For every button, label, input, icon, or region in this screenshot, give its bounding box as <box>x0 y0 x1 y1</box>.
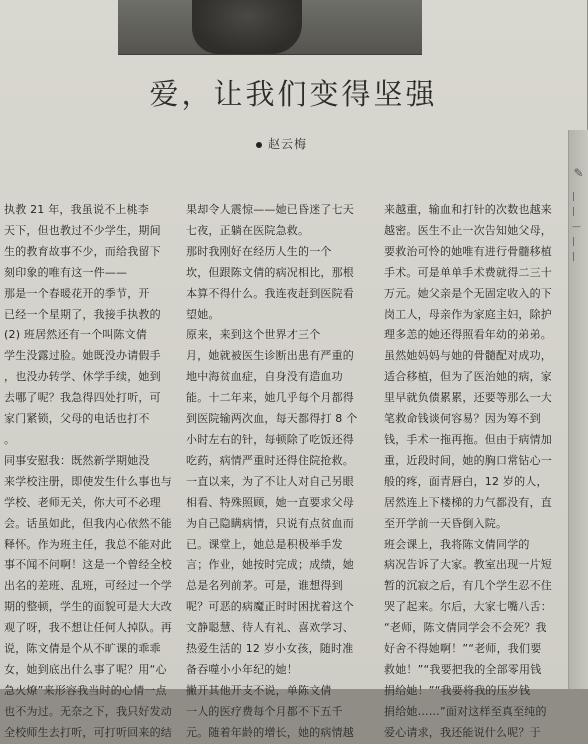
text-column-2 <box>186 200 372 744</box>
text-line: 月，她就被医生诊断出患有严重的 <box>186 349 354 363</box>
text-line: 天下，但也教过不少学生，期间 <box>4 223 161 237</box>
text-line: 原来，来到这个世界才三个 <box>186 328 321 342</box>
rock-image <box>192 0 302 54</box>
text-line: 说，陈文倩是个从不旷课的乖乖 <box>4 642 161 656</box>
text-line: 总是名列前茅。可是，谁想得到 <box>186 579 343 593</box>
text-line: 执教 21 年，我虽说不上桃李 <box>4 203 149 216</box>
article-title: 爱，让我们变得坚强 <box>149 77 438 111</box>
text-line: 文静聪慧、待人有礼、喜欢学习、 <box>186 621 354 635</box>
next-page-edge <box>568 130 588 689</box>
text-line: 能。十二年来，她几乎每个月都得 <box>186 391 354 405</box>
bullet-icon <box>256 142 262 148</box>
text-line: 笔救命钱谈何容易？因为筹不到 <box>384 412 541 426</box>
text-line: 全校师生去打听，可打听回来的结 <box>4 725 172 739</box>
text-line: 学校、老师无关，你大可不必理 <box>4 495 161 509</box>
text-line: 坎，但跟陈文倩的病况相比，那根 <box>186 265 354 279</box>
author-byline <box>256 135 307 152</box>
text-line: 女，她到底出什么事了呢？用“心 <box>4 662 167 676</box>
text-line: 捐给她！”“我要将我的压岁钱 <box>384 683 531 697</box>
text-line: 来越重，输血和打针的次数也越来 <box>384 203 552 216</box>
text-line: 家门紧锁，父母的电话也打不 <box>4 412 150 426</box>
text-line: 里早就负债累累，还要等那么一大 <box>384 391 552 405</box>
header-photo <box>118 0 422 55</box>
author-name: 赵云梅 <box>268 137 308 151</box>
text-line: 七夜，正躺在医院急救。 <box>186 223 310 237</box>
text-line: 般的疼，面青唇白，12 岁的人， <box>384 474 548 488</box>
text-line: 岗工人，母亲作为家庭主妇，除护 <box>384 307 552 321</box>
text-line: 好舍不得她啊！”“老师，我们要 <box>384 642 542 656</box>
text-line: 言；作业，她按时完成；成绩，她 <box>186 558 354 572</box>
text-line: 观了呀，我不想让任何人掉队。再 <box>4 621 172 635</box>
text-line: 会。话虽如此，但我内心依然不能 <box>4 516 172 530</box>
text-line: 元。随着年龄的增长，她的病情越 <box>186 725 354 739</box>
text-line: 。 <box>4 432 16 446</box>
text-line: 居然连上下楼梯的力气都没有，直 <box>384 495 552 509</box>
text-line: 万元。她父亲是个无固定收入的下 <box>384 286 552 300</box>
edge-marks: | | — | | <box>572 192 581 262</box>
text-line: 来学校注册，即使发生什么事也与 <box>4 474 172 488</box>
text-line: 刻印象的唯有这一件—— <box>4 265 128 279</box>
text-line: 热爱生活的 12 岁小女孩，随时准 <box>186 642 354 656</box>
text-line: 本算不得什么。我连夜赶到医院看 <box>186 286 354 300</box>
text-line: “老师，陈文倩同学会不会死？我 <box>384 621 547 635</box>
text-line: 重，近段时间，她的胸口常钻心一 <box>384 453 552 467</box>
text-column-3 <box>384 200 564 744</box>
text-line: 那是一个春暖花开的季节，开 <box>4 286 150 300</box>
text-line: 为自己隐瞒病情，只说有点贫血而 <box>186 516 354 530</box>
text-line: 一人的医疗费每个月都不下五千 <box>186 704 343 718</box>
text-line: 望她。 <box>186 307 220 321</box>
text-line: 至开学前一天昏倒入院。 <box>384 516 508 530</box>
text-line: 病况告诉了大家。教室出现一片短 <box>384 558 552 572</box>
text-line: ，也没办转学、休学手续，她到 <box>4 370 161 384</box>
text-line: 手术。可是单单手术费就得二三十 <box>384 265 552 279</box>
text-line: 已。课堂上，她总是积极举手发 <box>186 537 343 551</box>
text-line: 越密。医生不止一次告知她父母， <box>384 223 552 237</box>
text-line: 同事安慰我：既然新学期她没 <box>4 453 150 467</box>
text-line: (2) 班居然还有一个叫陈文倩 <box>4 328 148 342</box>
lightbulb-icon: ✎ <box>573 166 584 180</box>
text-line: 一直以来，为了不让人对自己另眼 <box>186 474 354 488</box>
text-line: 去哪了呢？我急得四处打听，可 <box>4 391 161 405</box>
text-line: 那时我刚好在经历人生的一个 <box>186 244 332 258</box>
text-line: 备吞噬小小年纪的她！ <box>186 662 298 676</box>
text-column-1 <box>4 200 174 744</box>
text-line: 哭了起来。尔后，大家七嘴八舌： <box>384 600 552 614</box>
text-line: 班会课上，我将陈文倩同学的 <box>384 537 530 551</box>
text-line: 释怀。作为班主任，我总不能对此 <box>4 537 172 551</box>
text-line: 暂的沉寂之后，有几个学生忍不住 <box>384 579 552 593</box>
text-line: 生的教育故事不少，而给我留下 <box>4 244 161 258</box>
text-line: 急火燎”来形容我当时的心情一点 <box>4 683 167 697</box>
text-line: 期的整顿，学生的面貌可是大大改 <box>4 600 172 614</box>
text-line: 到医院输两次血，每天都得打 8 个 <box>186 412 358 426</box>
text-line: 理多恙的她还得照看年幼的弟弟。 <box>384 328 552 342</box>
text-line: 事不闻不问啊！这是一个曾经全校 <box>4 558 172 572</box>
text-line: 爱心请求，我还能说什么呢？于 <box>384 725 541 739</box>
text-line: 地中海贫血症，自身没有造血功 <box>186 370 343 384</box>
text-line: 吃药，病情严重时还得住院抢救。 <box>186 453 354 467</box>
text-line: 钱，手术一拖再拖。但由于病情加 <box>384 432 552 446</box>
text-line: 要救治可怜的她唯有进行骨髓移植 <box>384 244 552 258</box>
text-line: 救她！”“我要把我的全部零用钱 <box>384 662 542 676</box>
text-line: 呢？可恶的病魔正时时困扰着这个 <box>186 600 354 614</box>
text-line: 虽然她妈妈与她的骨髓配对成功， <box>384 349 552 363</box>
text-line: 出名的差班、乱班，可经过一个学 <box>4 579 172 593</box>
text-line: 捐给她……”面对这样至真至纯的 <box>384 704 547 718</box>
text-line: 适合移植，但为了医治她的病，家 <box>384 370 552 384</box>
text-line: 也不为过。无奈之下，我只好发动 <box>4 704 172 718</box>
text-line: 已经一个星期了，我接手执教的 <box>4 307 161 321</box>
text-line: 相看、特殊照顾，她一直要求父母 <box>186 495 354 509</box>
text-line: 果却令人震惊——她已昏迷了七天 <box>186 203 354 216</box>
text-line: 学生没露过脸。她既没办请假手 <box>4 349 161 363</box>
text-line: 小时左右的针，每顿除了吃饭还得 <box>186 432 354 446</box>
text-line: 撇开其他开支不说，单陈文倩 <box>186 683 332 697</box>
